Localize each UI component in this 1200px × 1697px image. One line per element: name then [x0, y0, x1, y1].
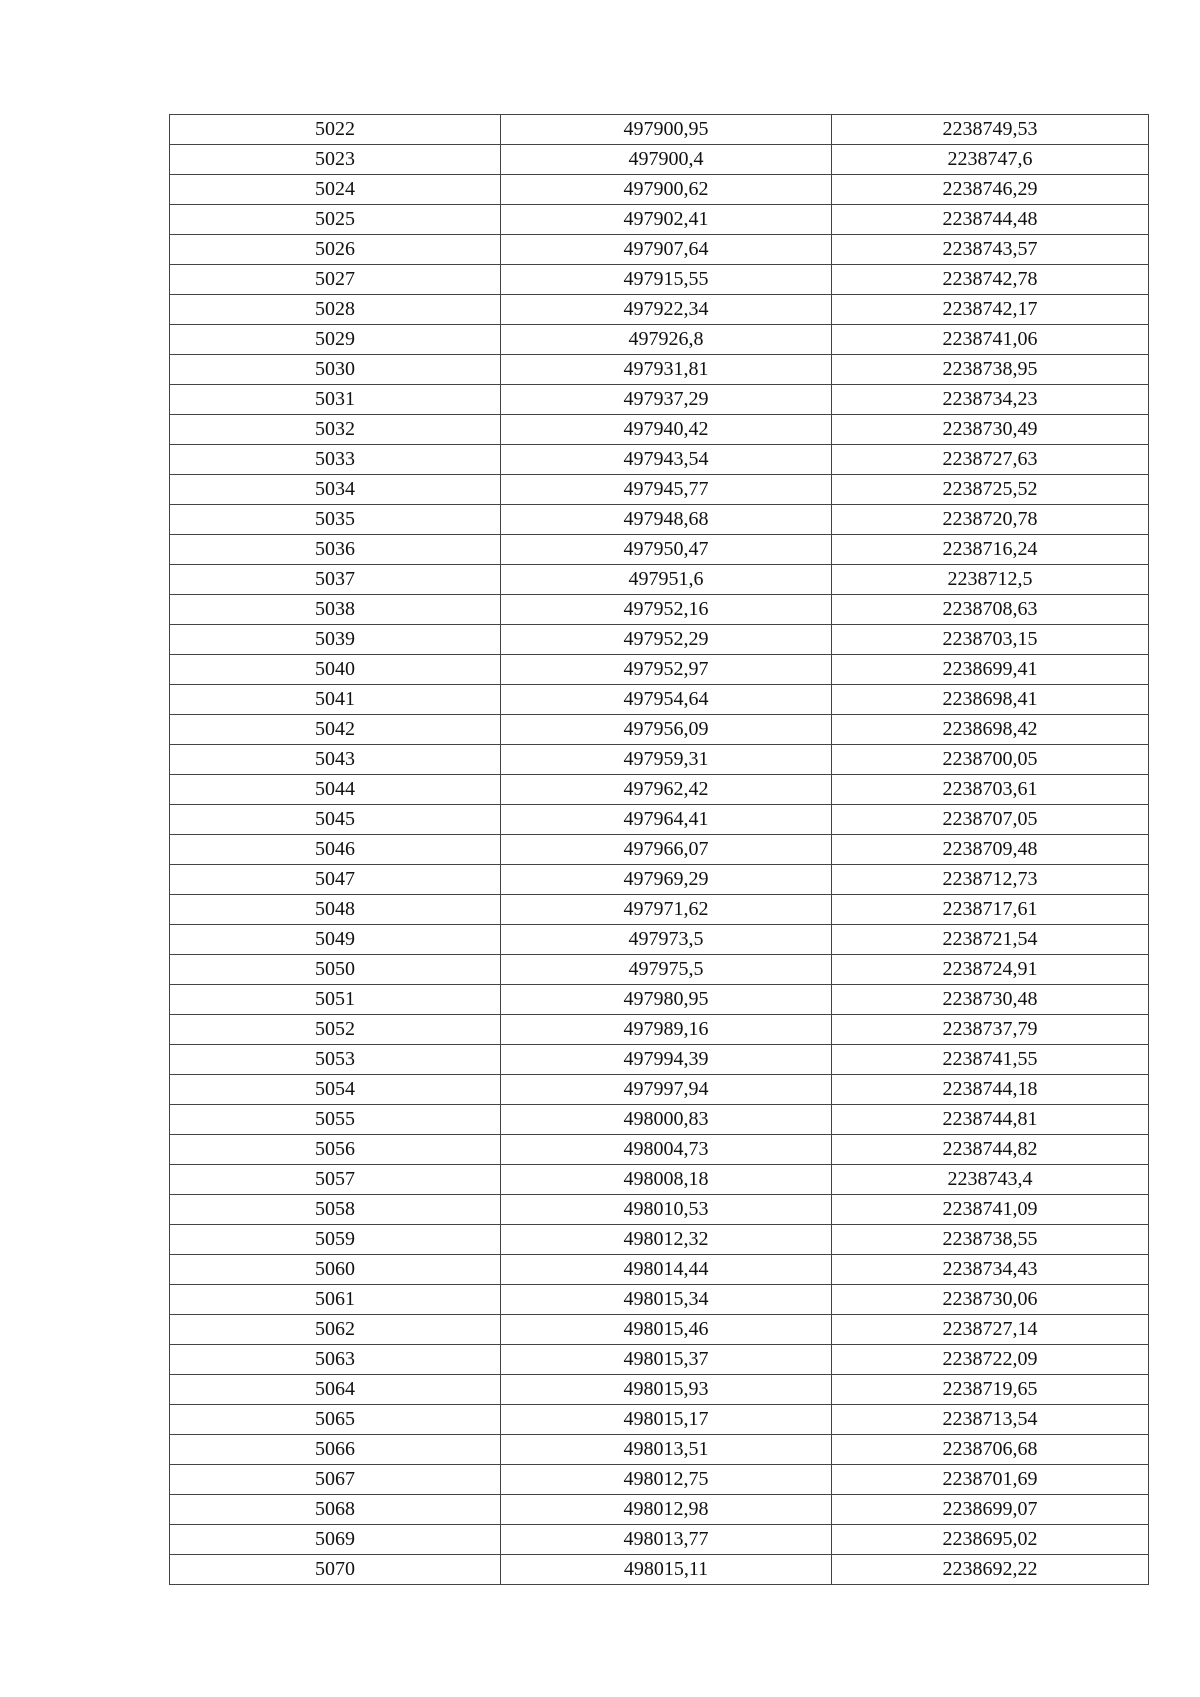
point-number-cell: 5059 — [170, 1225, 501, 1255]
point-number-cell: 5057 — [170, 1165, 501, 1195]
y-coordinate-cell: 2238708,63 — [832, 595, 1149, 625]
x-coordinate-cell: 497948,68 — [501, 505, 832, 535]
point-number-cell: 5049 — [170, 925, 501, 955]
table-row — [170, 685, 1149, 715]
point-number-cell: 5023 — [170, 145, 501, 175]
y-coordinate-cell: 2238730,06 — [832, 1285, 1149, 1315]
point-number-cell: 5067 — [170, 1465, 501, 1495]
x-coordinate-cell: 497951,6 — [501, 565, 832, 595]
point-number-cell: 5034 — [170, 475, 501, 505]
point-number-cell: 5022 — [170, 115, 501, 145]
y-coordinate-cell: 2238699,07 — [832, 1495, 1149, 1525]
y-coordinate-cell: 2238730,49 — [832, 415, 1149, 445]
point-number-cell: 5048 — [170, 895, 501, 925]
x-coordinate-cell: 497931,81 — [501, 355, 832, 385]
table-row — [170, 1075, 1149, 1105]
x-coordinate-cell: 497926,8 — [501, 325, 832, 355]
y-coordinate-cell: 2238712,5 — [832, 565, 1149, 595]
point-number-cell: 5041 — [170, 685, 501, 715]
table-row — [170, 475, 1149, 505]
point-number-cell: 5063 — [170, 1345, 501, 1375]
y-coordinate-cell: 2238721,54 — [832, 925, 1149, 955]
y-coordinate-cell: 2238738,95 — [832, 355, 1149, 385]
y-coordinate-cell: 2238744,48 — [832, 205, 1149, 235]
x-coordinate-cell: 498012,98 — [501, 1495, 832, 1525]
y-coordinate-cell: 2238727,14 — [832, 1315, 1149, 1345]
point-number-cell: 5069 — [170, 1525, 501, 1555]
x-coordinate-cell: 497952,29 — [501, 625, 832, 655]
y-coordinate-cell: 2238720,78 — [832, 505, 1149, 535]
point-number-cell: 5061 — [170, 1285, 501, 1315]
point-number-cell: 5031 — [170, 385, 501, 415]
table-row — [170, 325, 1149, 355]
y-coordinate-cell: 2238706,68 — [832, 1435, 1149, 1465]
table-row — [170, 775, 1149, 805]
x-coordinate-cell: 497989,16 — [501, 1015, 832, 1045]
table-row — [170, 355, 1149, 385]
table-row — [170, 1195, 1149, 1225]
x-coordinate-cell: 498012,32 — [501, 1225, 832, 1255]
y-coordinate-cell: 2238730,48 — [832, 985, 1149, 1015]
x-coordinate-cell: 497902,41 — [501, 205, 832, 235]
y-coordinate-cell: 2238734,43 — [832, 1255, 1149, 1285]
y-coordinate-cell: 2238749,53 — [832, 115, 1149, 145]
table-row — [170, 1285, 1149, 1315]
table-row — [170, 1105, 1149, 1135]
y-coordinate-cell: 2238737,79 — [832, 1015, 1149, 1045]
x-coordinate-cell: 498015,17 — [501, 1405, 832, 1435]
y-coordinate-cell: 2238747,6 — [832, 145, 1149, 175]
table-row — [170, 205, 1149, 235]
y-coordinate-cell: 2238722,09 — [832, 1345, 1149, 1375]
point-number-cell: 5037 — [170, 565, 501, 595]
x-coordinate-cell: 497900,95 — [501, 115, 832, 145]
table-row — [170, 625, 1149, 655]
y-coordinate-cell: 2238746,29 — [832, 175, 1149, 205]
x-coordinate-cell: 498013,77 — [501, 1525, 832, 1555]
y-coordinate-cell: 2238725,52 — [832, 475, 1149, 505]
point-number-cell: 5045 — [170, 805, 501, 835]
y-coordinate-cell: 2238743,57 — [832, 235, 1149, 265]
point-number-cell: 5040 — [170, 655, 501, 685]
table-row — [170, 295, 1149, 325]
table-row — [170, 415, 1149, 445]
table-row — [170, 1165, 1149, 1195]
x-coordinate-cell: 498014,44 — [501, 1255, 832, 1285]
y-coordinate-cell: 2238741,55 — [832, 1045, 1149, 1075]
y-coordinate-cell: 2238692,22 — [832, 1555, 1149, 1585]
point-number-cell: 5029 — [170, 325, 501, 355]
y-coordinate-cell: 2238699,41 — [832, 655, 1149, 685]
x-coordinate-cell: 498015,37 — [501, 1345, 832, 1375]
x-coordinate-cell: 497937,29 — [501, 385, 832, 415]
point-number-cell: 5038 — [170, 595, 501, 625]
table-row — [170, 235, 1149, 265]
point-number-cell: 5056 — [170, 1135, 501, 1165]
table-row — [170, 715, 1149, 745]
x-coordinate-cell: 498012,75 — [501, 1465, 832, 1495]
y-coordinate-cell: 2238743,4 — [832, 1165, 1149, 1195]
y-coordinate-cell: 2238734,23 — [832, 385, 1149, 415]
point-number-cell: 5050 — [170, 955, 501, 985]
x-coordinate-cell: 497964,41 — [501, 805, 832, 835]
point-number-cell: 5046 — [170, 835, 501, 865]
table-row — [170, 1135, 1149, 1165]
x-coordinate-cell: 497975,5 — [501, 955, 832, 985]
point-number-cell: 5028 — [170, 295, 501, 325]
point-number-cell: 5039 — [170, 625, 501, 655]
y-coordinate-cell: 2238707,05 — [832, 805, 1149, 835]
table-row — [170, 955, 1149, 985]
table-row — [170, 1375, 1149, 1405]
x-coordinate-cell: 497900,4 — [501, 145, 832, 175]
table-row — [170, 1345, 1149, 1375]
point-number-cell: 5065 — [170, 1405, 501, 1435]
y-coordinate-cell: 2238738,55 — [832, 1225, 1149, 1255]
y-coordinate-cell: 2238719,65 — [832, 1375, 1149, 1405]
point-number-cell: 5030 — [170, 355, 501, 385]
table-row — [170, 595, 1149, 625]
point-number-cell: 5054 — [170, 1075, 501, 1105]
point-number-cell: 5055 — [170, 1105, 501, 1135]
y-coordinate-cell: 2238741,06 — [832, 325, 1149, 355]
point-number-cell: 5060 — [170, 1255, 501, 1285]
coordinates-table — [169, 114, 1149, 1585]
table-row — [170, 1315, 1149, 1345]
y-coordinate-cell: 2238744,18 — [832, 1075, 1149, 1105]
table-row — [170, 1555, 1149, 1585]
x-coordinate-cell: 497943,54 — [501, 445, 832, 475]
table-row — [170, 1495, 1149, 1525]
coordinates-table-body — [170, 115, 1149, 1585]
y-coordinate-cell: 2238744,81 — [832, 1105, 1149, 1135]
point-number-cell: 5027 — [170, 265, 501, 295]
y-coordinate-cell: 2238709,48 — [832, 835, 1149, 865]
y-coordinate-cell: 2238741,09 — [832, 1195, 1149, 1225]
y-coordinate-cell: 2238727,63 — [832, 445, 1149, 475]
point-number-cell: 5035 — [170, 505, 501, 535]
x-coordinate-cell: 497954,64 — [501, 685, 832, 715]
point-number-cell: 5051 — [170, 985, 501, 1015]
y-coordinate-cell: 2238701,69 — [832, 1465, 1149, 1495]
point-number-cell: 5033 — [170, 445, 501, 475]
x-coordinate-cell: 498010,53 — [501, 1195, 832, 1225]
table-row — [170, 1045, 1149, 1075]
point-number-cell: 5068 — [170, 1495, 501, 1525]
table-row — [170, 985, 1149, 1015]
table-row — [170, 445, 1149, 475]
x-coordinate-cell: 497971,62 — [501, 895, 832, 925]
point-number-cell: 5047 — [170, 865, 501, 895]
point-number-cell: 5053 — [170, 1045, 501, 1075]
x-coordinate-cell: 497980,95 — [501, 985, 832, 1015]
table-row — [170, 805, 1149, 835]
point-number-cell: 5070 — [170, 1555, 501, 1585]
y-coordinate-cell: 2238698,42 — [832, 715, 1149, 745]
x-coordinate-cell: 497973,5 — [501, 925, 832, 955]
x-coordinate-cell: 497966,07 — [501, 835, 832, 865]
y-coordinate-cell: 2238742,78 — [832, 265, 1149, 295]
x-coordinate-cell: 498015,93 — [501, 1375, 832, 1405]
table-row — [170, 265, 1149, 295]
table-row — [170, 1435, 1149, 1465]
point-number-cell: 5024 — [170, 175, 501, 205]
x-coordinate-cell: 497922,34 — [501, 295, 832, 325]
y-coordinate-cell: 2238695,02 — [832, 1525, 1149, 1555]
y-coordinate-cell: 2238744,82 — [832, 1135, 1149, 1165]
point-number-cell: 5058 — [170, 1195, 501, 1225]
y-coordinate-cell: 2238712,73 — [832, 865, 1149, 895]
table-row — [170, 505, 1149, 535]
table-row — [170, 835, 1149, 865]
y-coordinate-cell: 2238724,91 — [832, 955, 1149, 985]
x-coordinate-cell: 497969,29 — [501, 865, 832, 895]
y-coordinate-cell: 2238703,15 — [832, 625, 1149, 655]
y-coordinate-cell: 2238742,17 — [832, 295, 1149, 325]
y-coordinate-cell: 2238703,61 — [832, 775, 1149, 805]
table-row — [170, 1465, 1149, 1495]
table-row — [170, 865, 1149, 895]
table-row — [170, 1015, 1149, 1045]
x-coordinate-cell: 497952,16 — [501, 595, 832, 625]
y-coordinate-cell: 2238717,61 — [832, 895, 1149, 925]
table-row — [170, 145, 1149, 175]
y-coordinate-cell: 2238713,54 — [832, 1405, 1149, 1435]
x-coordinate-cell: 497940,42 — [501, 415, 832, 445]
x-coordinate-cell: 497994,39 — [501, 1045, 832, 1075]
point-number-cell: 5044 — [170, 775, 501, 805]
x-coordinate-cell: 497952,97 — [501, 655, 832, 685]
table-row — [170, 175, 1149, 205]
x-coordinate-cell: 498008,18 — [501, 1165, 832, 1195]
point-number-cell: 5042 — [170, 715, 501, 745]
y-coordinate-cell: 2238716,24 — [832, 535, 1149, 565]
y-coordinate-cell: 2238700,05 — [832, 745, 1149, 775]
y-coordinate-cell: 2238698,41 — [832, 685, 1149, 715]
x-coordinate-cell: 497962,42 — [501, 775, 832, 805]
point-number-cell: 5066 — [170, 1435, 501, 1465]
point-number-cell: 5036 — [170, 535, 501, 565]
table-row — [170, 1405, 1149, 1435]
table-row — [170, 115, 1149, 145]
point-number-cell: 5026 — [170, 235, 501, 265]
x-coordinate-cell: 497915,55 — [501, 265, 832, 295]
x-coordinate-cell: 498000,83 — [501, 1105, 832, 1135]
table-row — [170, 1525, 1149, 1555]
point-number-cell: 5025 — [170, 205, 501, 235]
x-coordinate-cell: 497959,31 — [501, 745, 832, 775]
x-coordinate-cell: 497900,62 — [501, 175, 832, 205]
x-coordinate-cell: 498013,51 — [501, 1435, 832, 1465]
x-coordinate-cell: 498015,34 — [501, 1285, 832, 1315]
point-number-cell: 5032 — [170, 415, 501, 445]
point-number-cell: 5052 — [170, 1015, 501, 1045]
x-coordinate-cell: 497997,94 — [501, 1075, 832, 1105]
table-row — [170, 655, 1149, 685]
x-coordinate-cell: 497907,64 — [501, 235, 832, 265]
x-coordinate-cell: 498004,73 — [501, 1135, 832, 1165]
point-number-cell: 5062 — [170, 1315, 501, 1345]
table-row — [170, 895, 1149, 925]
x-coordinate-cell: 497945,77 — [501, 475, 832, 505]
table-row — [170, 385, 1149, 415]
x-coordinate-cell: 497950,47 — [501, 535, 832, 565]
point-number-cell: 5064 — [170, 1375, 501, 1405]
table-row — [170, 925, 1149, 955]
table-row — [170, 535, 1149, 565]
point-number-cell: 5043 — [170, 745, 501, 775]
x-coordinate-cell: 498015,46 — [501, 1315, 832, 1345]
table-row — [170, 565, 1149, 595]
x-coordinate-cell: 497956,09 — [501, 715, 832, 745]
x-coordinate-cell: 498015,11 — [501, 1555, 832, 1585]
table-row — [170, 1255, 1149, 1285]
table-row — [170, 745, 1149, 775]
table-row — [170, 1225, 1149, 1255]
